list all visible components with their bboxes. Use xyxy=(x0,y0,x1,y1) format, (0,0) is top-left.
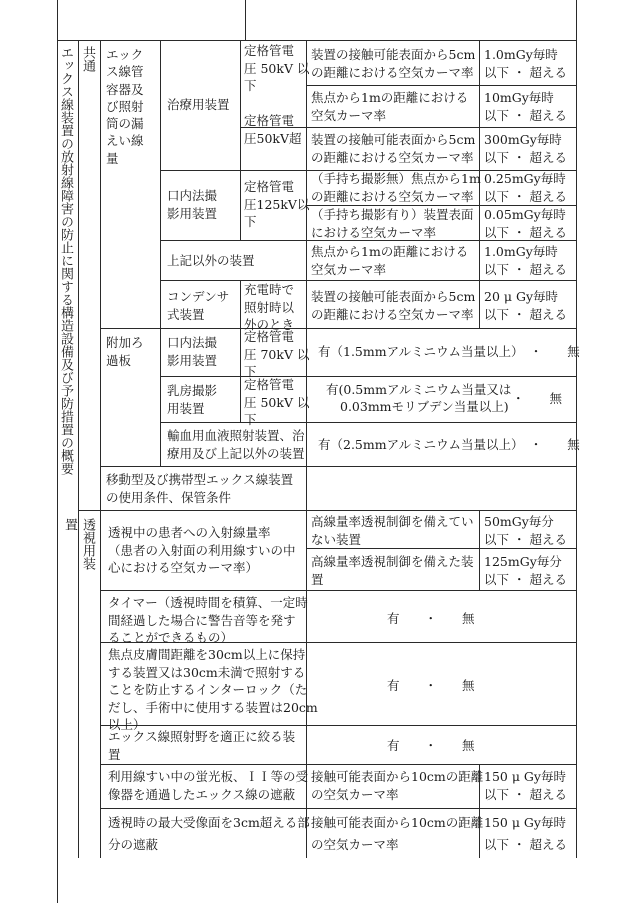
therapy-r1-limit: 1.0mGy毎時 以下 ・ 超える xyxy=(484,47,567,80)
intraoral-measure-1: （手持ち撮影無）焦点から1m の距離における空気カーマ率 xyxy=(311,171,481,204)
therapy-r2-limit-b: 300mGy毎時 以下 ・ 超える xyxy=(484,132,567,165)
top-border xyxy=(57,40,577,41)
fluoro-shield-a-label: 利用線すい中の蛍光板、ＩＩ等の受 像器を通過したエックス線の遮蔽 xyxy=(108,769,309,802)
top-divider xyxy=(245,0,246,40)
fluoro-shield-b-limit: 150 μ Gy毎時 以下 ・ 超える xyxy=(484,815,567,852)
intraoral-limit-1: 0.25mGy毎時 以下 ・ 超える xyxy=(484,171,567,204)
filter-r1-device: 口内法撮 影用装置 xyxy=(167,335,218,368)
fluoro-interlock-label: 焦点皮膚間距離を30cm以上に保持 する装置又は30cm未満で照射する ことを防止するインターロック（た だし、手術中に使用する装置は20cm 以上） xyxy=(108,647,318,732)
other-device-label: 上記以外の装置 xyxy=(167,253,255,268)
border-right xyxy=(576,0,577,858)
other-measure: 焦点から1mの距離における 空気カーマ率 xyxy=(311,244,469,277)
divider-col4a xyxy=(240,40,241,170)
leakage-label: エック ス線管 容器及 び照射 筒の漏 えい線 量 xyxy=(106,47,144,166)
fluoro-timer-value: 有 ・ 無 xyxy=(387,611,475,626)
intraoral-condition: 定格管電 圧125kV以 下 xyxy=(244,179,310,229)
fluoro-rate-a-limit: 50mGy毎分 以下 ・ 超える xyxy=(484,514,567,547)
fluoro-timer-label: タイマー（透視時間を積算、一定時 間経過した場合に警告音等を発す ることができるもの） xyxy=(108,595,308,645)
fluoro-shield-b-label: 透視時の最大受像面を3cm超える部 分の遮蔽 xyxy=(108,815,310,852)
divider-col4c xyxy=(240,280,241,328)
condenser-measure: 装置の接触可能表面から5cm の距離における空気カーマ率 xyxy=(311,289,476,322)
filter-r3-value: 有（2.5mmアルミニウム当量以上） ・ 無 xyxy=(318,437,580,452)
therapy-r1-condition: 定格管電 圧 50kV 以 下 xyxy=(244,43,310,93)
filter-r1-value: 有（1.5mmアルミニウム当量以上） ・ 無 xyxy=(318,344,580,359)
fluoro-rate-b-cond: 高線量率透視制御を備えた装 置 xyxy=(311,554,474,587)
fluoro-field-label: エックス線照射野を適正に絞る装 置 xyxy=(108,729,296,762)
therapy-label: 治療用装置 xyxy=(167,97,230,112)
divider-col3 xyxy=(160,40,161,328)
fluoro-interlock-value: 有 ・ 無 xyxy=(387,678,475,693)
mobile-conditions: 移動型及び携帯型エックス線装置 の使用条件、保管条件 xyxy=(106,472,294,505)
therapy-r2-condition: 定格管電 圧50kV超 xyxy=(244,113,302,146)
section-label-fluoro: 透視用装置 xyxy=(62,518,95,570)
divider-col2 xyxy=(100,40,101,858)
fluoro-shield-a-limit: 150 μ Gy毎時 以下 ・ 超える xyxy=(484,769,567,802)
condenser-limit: 20 μ Gy毎時 以下 ・ 超える xyxy=(484,289,567,322)
therapy-r2-measure-a: 焦点から1mの距離における 空気カーマ率 xyxy=(311,90,469,123)
intraoral-label: 口内法撮 影用装置 xyxy=(167,188,218,221)
fluoro-rate-b-limit: 125mGy毎分 以下 ・ 超える xyxy=(484,554,567,587)
fluoro-shield-b-measure: 接触可能表面から10cmの距離 の空気カーマ率 xyxy=(311,815,484,852)
section-label-common: 共通 xyxy=(80,46,95,72)
filter-r2-value-b: 0.03mmモリブデン当量以上) xyxy=(340,399,509,414)
condenser-condition: 充電時で 照射時以 外のとき xyxy=(244,282,295,332)
filter-r2-condition: 定格管電 圧 50kV 以 下 xyxy=(244,377,310,427)
therapy-r2-measure-b: 装置の接触可能表面から5cm の距離における空気カーマ率 xyxy=(311,132,476,165)
divider-col1 xyxy=(78,40,79,858)
therapy-r2-limit-a: 10mGy毎時 以下 ・ 超える xyxy=(484,90,567,123)
filter-r2-value-a: 有(0.5mmアルミニウム当量又は xyxy=(326,382,512,397)
fluoro-shield-a-measure: 接触可能表面から10cmの距離 の空気カーマ率 xyxy=(311,769,484,802)
intraoral-limit-2: 0.05mGy毎時 以下 ・ 超える xyxy=(484,207,567,240)
filter-r2-device: 乳房撮影 用装置 xyxy=(167,383,218,416)
intraoral-measure-2: （手持ち撮影有り）装置表面 における空気カーマ率 xyxy=(311,207,474,240)
other-limit: 1.0mGy毎時 以下 ・ 超える xyxy=(484,244,567,277)
therapy-r1-measure: 装置の接触可能表面から5cm の距離における空気カーマ率 xyxy=(311,47,476,80)
fluoro-field-value: 有 ・ 無 xyxy=(387,738,475,753)
fluoro-rate-a-cond: 高線量率透視制御を備えてい ない装置 xyxy=(311,514,474,547)
divider-col4b xyxy=(240,170,241,240)
filter-r1-condition: 定格管電 圧 70kV 以 下 xyxy=(244,329,310,379)
filter-label: 附加ろ 過板 xyxy=(106,335,144,368)
filter-r2-value-c: ・ 無 xyxy=(512,391,563,406)
category-vertical-label: エックス線装置の放射線障害の防止に関する構造設備及び予防措置の概要 xyxy=(58,46,73,475)
filter-r3-device: 輸血用血液照射装置、治 療用及び上記以外の装置 xyxy=(167,428,305,461)
condenser-label: コンデンサ 式装置 xyxy=(167,289,230,322)
fluoro-rate-label: 透視中の患者への入射線量率 （患者の入射面の利用線すいの中 心における空気カーマ率） xyxy=(108,525,296,575)
